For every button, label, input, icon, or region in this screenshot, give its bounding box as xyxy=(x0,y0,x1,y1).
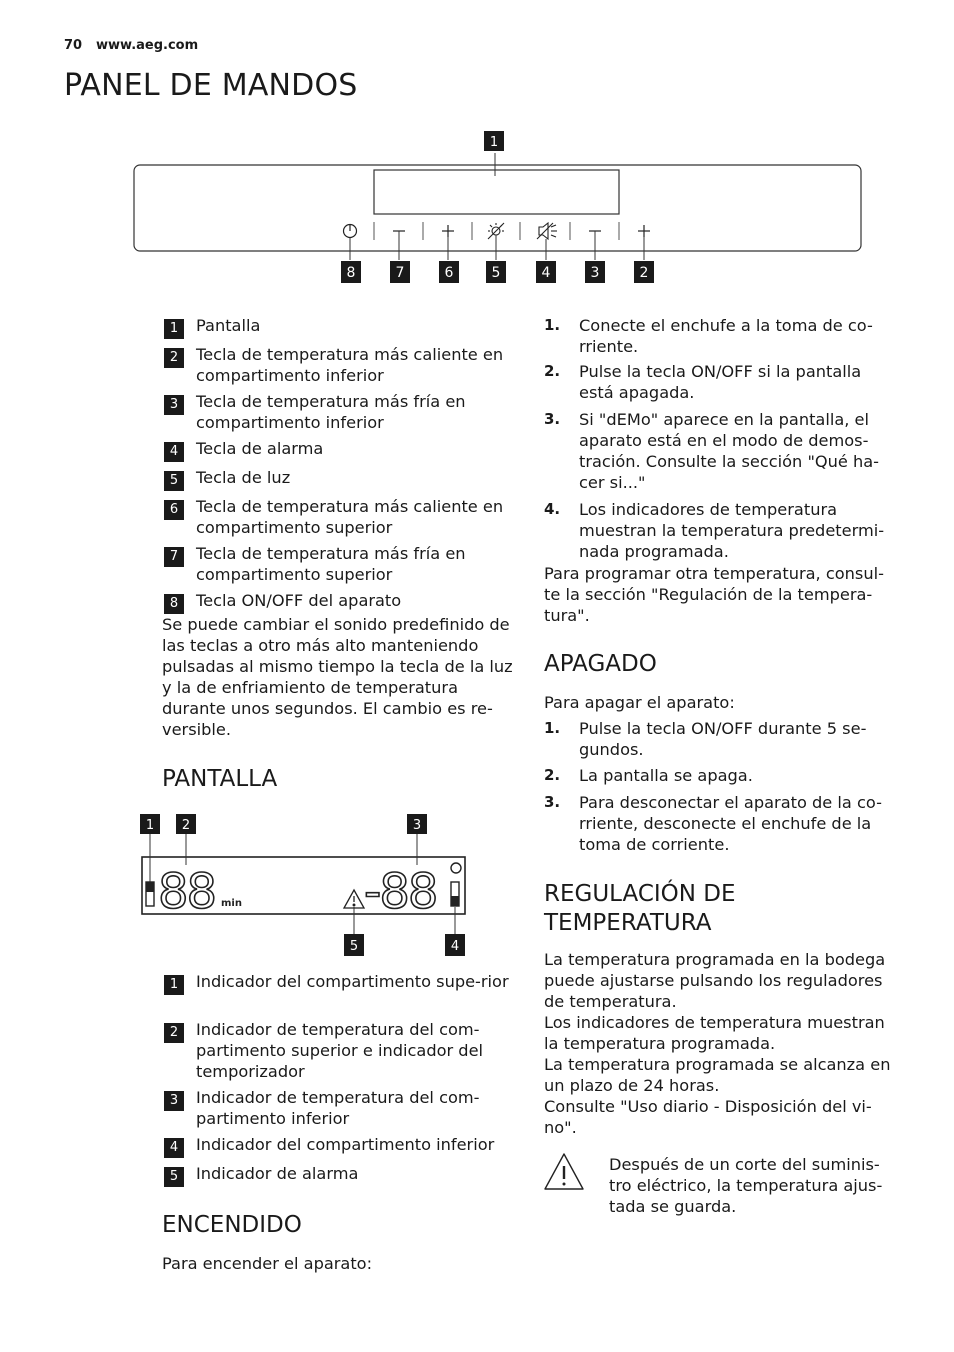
step-item: 1. Conecte el enchufe a la toma de co-rriente. xyxy=(544,316,873,356)
legend-item: 1 Pantalla xyxy=(162,315,514,337)
encendido-intro: Para encender el aparato: xyxy=(162,1254,373,1273)
paragraph: Consulte "Uso diario - Disposición del vi-no". xyxy=(544,1097,872,1137)
page-number: 70 xyxy=(64,38,83,53)
svg-text:3: 3 xyxy=(590,265,600,281)
svg-text:5: 5 xyxy=(349,939,359,954)
svg-text:1: 1 xyxy=(145,818,155,833)
alarm-mute-icon xyxy=(537,223,557,239)
plus-icon-upper xyxy=(442,225,454,237)
step-item: 3. Para desconectar el aparato de la co-rriente, desconecte el enchufe de la toma de corriente. xyxy=(544,793,882,854)
svg-text:3: 3 xyxy=(412,818,422,833)
min-label: min xyxy=(221,898,242,909)
svg-text:2: 2 xyxy=(639,265,649,281)
legend-item: 5 Indicador de alarma xyxy=(162,1163,514,1185)
plus-icon-lower xyxy=(638,225,650,237)
power-icon xyxy=(344,225,357,238)
step-item: 1. Pulse la tecla ON/OFF durante 5 se-gundos. xyxy=(544,719,867,759)
svg-text:4: 4 xyxy=(450,939,460,954)
badge-1-label: 1 xyxy=(489,135,499,150)
upper-temperature-digits: 88 xyxy=(158,864,216,920)
legend-item: 4 Indicador del compartimento inferior xyxy=(162,1134,514,1156)
site-url: www.aeg.com xyxy=(96,38,199,53)
legend-item: 1 Indicador del compartimento supe-rior xyxy=(162,971,514,1015)
degree-symbol xyxy=(451,863,461,873)
paragraph: La temperatura programada en la bodega puede ajustarse pulsando los reguladores de temperatura. xyxy=(544,950,886,1011)
regulacion-body xyxy=(544,949,898,1138)
step-item: 4. Los indicadores de temperatura muestran la temperatura predetermi-nada programada. xyxy=(544,500,885,561)
section-heading-regulacion xyxy=(544,880,736,938)
svg-text:4: 4 xyxy=(541,265,551,281)
legend-item: 7 Tecla de temperatura más fría en compartimento superior xyxy=(162,543,514,587)
panel-note: Se puede cambiar el sonido predefinido de las teclas a otro más alto manteniendo pulsadas al mismo tiempo la tecla de la luz y la de enfriamiento de temperatura durante unos segundos. El cambio es re-versible. xyxy=(162,615,513,739)
step-item: 2. La pantalla se apaga. xyxy=(544,766,753,785)
legend-item: 5 Tecla de luz xyxy=(162,467,514,489)
svg-text:8: 8 xyxy=(346,265,356,281)
paragraph: La temperatura programada se alcanza en un plazo de 24 horas. xyxy=(544,1055,891,1095)
encendido-outro: Para programar otra temperatura, consul-te la sección "Regulación de la tempera-tura". xyxy=(544,564,884,625)
svg-text:5: 5 xyxy=(491,265,501,281)
control-panel-diagram xyxy=(120,128,880,293)
step-item: 3. Si "dEMo" aparece en la pantalla, el aparato está en el modo de demos-tración. Consulte la sección "Qué ha-cer si..." xyxy=(544,410,880,492)
legend-item: 3 Indicador de temperatura del com-partimento inferior xyxy=(162,1087,514,1131)
legend-item: 6 Tecla de temperatura más caliente en compartimento superior xyxy=(162,496,514,540)
svg-text:6: 6 xyxy=(444,265,454,281)
legend-item: 2 Indicador de temperatura del com-partimento superior e indicador del temporizador xyxy=(162,1019,514,1085)
step-item: 2. Pulse la tecla ON/OFF si la pantalla está apagada. xyxy=(544,362,862,402)
display-diagram xyxy=(136,810,476,962)
legend-item: 3 Tecla de temperatura más fría en compartimento inferior xyxy=(162,391,514,435)
svg-text:2: 2 xyxy=(181,818,191,833)
section-heading-pantalla: PANTALLA xyxy=(162,766,278,792)
legend-item: 4 Tecla de alarma xyxy=(162,438,514,460)
section-heading-apagado: APAGADO xyxy=(544,651,657,677)
heading-line: TEMPERATURA xyxy=(544,910,712,936)
page-title: PANEL DE MANDOS xyxy=(64,68,358,103)
warning-text: Después de un corte del suminis-tro eléctrico, la temperatura ajus-tada se guarda. xyxy=(609,1155,883,1216)
alarm-indicator-icon xyxy=(344,890,364,908)
paragraph: Los indicadores de temperatura muestran la temperatura programada. xyxy=(544,1013,885,1053)
warning-icon xyxy=(543,1151,587,1193)
apagado-intro: Para apagar el aparato: xyxy=(544,693,735,712)
legend-item: 2 Tecla de temperatura más caliente en compartimento inferior xyxy=(162,344,514,388)
svg-text:7: 7 xyxy=(395,265,405,281)
legend-item: 8 Tecla ON/OFF del aparato xyxy=(162,590,514,612)
section-heading-encendido: ENCENDIDO xyxy=(162,1212,302,1238)
heading-line: REGULACIÓN DE xyxy=(544,881,736,907)
lower-temperature-digits: -88 xyxy=(364,864,437,920)
